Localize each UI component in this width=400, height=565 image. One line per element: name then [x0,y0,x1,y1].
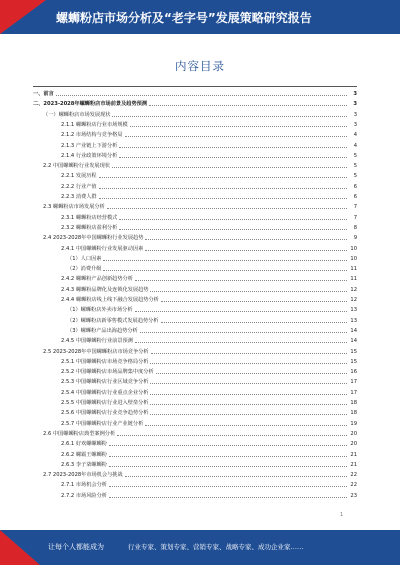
footer-bar [0,530,400,565]
toc-entry-text: 2.7 2023-2028年市场机会与挑战 [43,472,123,479]
toc-entry-page: 20 [350,430,357,437]
toc-leader-dots [150,389,347,395]
toc-leader-dots [150,378,347,384]
toc-entry-page: 14 [350,338,357,345]
toc-entry-page: 20 [350,441,357,448]
toc-entry-page: 11 [350,266,357,273]
toc-entry-text: 2.4.3 螺蛳粉品牌化及连锁化发展趋势 [61,286,149,293]
toc-leader-dots [56,90,347,96]
toc-entry-page: 3 [353,101,357,108]
toc-entry-text: （2）螺蛳粉店新零售模式发展趋势分析 [67,317,159,324]
toc-entry-text: 2.6.1 好欢螺螺蛳粉 [61,441,107,448]
toc-entry-page: 3 [353,111,357,118]
toc-entry[interactable] [67,305,357,315]
toc-entry[interactable] [33,99,357,109]
toc-entry-text: 2.6 中国螺蛳粉店典型案例分析 [43,430,116,437]
toc-entry-text: 2.5.1 中国螺蛳粉店市场竞争格局分析 [61,358,149,365]
toc-entry[interactable] [61,182,357,192]
toc-leader-dots [109,481,347,487]
page-number: 1 [340,512,344,518]
toc-entry-text: 2.1.3 产业链上下游分析 [61,142,118,149]
toc-heading: 内容目录 [175,59,225,73]
toc-entry-page: 7 [353,204,357,211]
toc-leader-dots [103,255,347,261]
toc-entry-page: 12 [350,297,357,303]
toc-entry[interactable] [61,141,357,151]
toc-leader-dots [161,296,347,302]
toc-leader-dots [109,461,347,467]
toc-entry[interactable] [61,480,357,490]
toc-leader-dots [107,203,347,209]
footer-roles: 行业专家、策划专家、营销专家、战略专家、成功企业家…… [128,543,304,551]
toc-leader-dots [135,275,347,281]
toc-entry-text: 2.2.3 消费人群 [61,194,97,200]
toc-entry-page: 5 [353,152,357,159]
toc-entry-text: 一、前言 [33,91,54,97]
toc-leader-dots [149,100,347,106]
toc-entry[interactable] [61,130,357,140]
toc-entry-text: 2.5.3 中国螺蛳粉店行业区域竞争分析 [61,379,149,386]
toc-leader-dots [135,306,347,312]
toc-entry-text: （1）螺蛳粉店外卖市场分析 [67,307,133,314]
toc-leader-dots [125,471,347,477]
toc-entry[interactable] [33,89,357,99]
toc-entry-page: 10 [350,245,357,252]
toc-entry[interactable] [61,213,357,223]
toc-entry-text: 2.4.1 中国螺蛳粉行业发展驱动因素 [61,245,144,252]
toc-entry-text: 2.2.2 行业产值 [61,183,97,190]
toc-entry-text: 2.1.4 行业政策环境分析 [61,152,118,159]
toc-entry[interactable] [43,161,357,171]
toc-entry-text: （2）消费升级 [67,266,102,273]
toc-entry-text: 2.5.5 中国螺蛳粉店行业进入壁垒分析 [61,400,149,406]
toc-entry[interactable] [43,347,357,357]
toc-entry-page: 5 [353,163,357,170]
toc-entry-page: 6 [353,183,357,190]
footer-red-accent [0,530,40,565]
toc-entry-text: 二、2023-2028年螺蛳粉店市场前景及趋势预测 [33,101,148,108]
toc-entry[interactable] [61,439,357,449]
toc-entry-page: 23 [350,492,357,499]
toc-entry-page: 21 [350,451,357,458]
toc-entry-page: 7 [353,214,357,221]
toc-entry[interactable] [43,202,357,212]
toc-entry-text: 2.2 中国螺蛳粉行业发展现状 [43,163,110,170]
toc-leader-dots [150,358,347,364]
toc-entry-text: 2.4.5 中国螺蛳粉行业前景预测 [61,338,133,345]
toc-entry[interactable] [61,491,357,501]
toc-entry[interactable] [61,398,357,408]
toc-entry-text: （一）螺蛳粉店市场发展现状 [43,111,111,118]
toc-entry[interactable] [67,254,357,264]
toc-leader-dots [99,183,347,189]
toc-leader-dots [150,399,347,405]
toc-entry[interactable] [61,285,357,295]
toc-leader-dots [145,245,347,251]
toc-leader-dots [103,265,347,271]
toc-leader-dots [145,234,347,240]
toc-entry-page: 11 [350,276,357,283]
toc-entry-text: 2.3 螺蛳粉店市场发展分析 [43,204,105,211]
toc-entry[interactable] [61,151,357,161]
toc-entry-text: 2.7.2 市场风险分析 [61,492,107,499]
toc-entry[interactable] [43,110,357,120]
toc-leader-dots [150,286,347,292]
toc-leader-dots [112,162,347,168]
toc-entry-text: 2.1.1 螺蛳粉店行业市场规模 [61,121,128,128]
toc-entry-page: 3 [353,91,357,97]
toc-entry-page: 13 [350,317,357,324]
toc-entry[interactable] [61,367,357,377]
toc-leader-dots [117,430,347,436]
toc-entry-page: 16 [350,369,357,376]
toc-entry-text: 2.5.4 中国螺蛳粉店行业重点企业分析 [61,389,149,396]
toc-entry[interactable] [61,419,357,429]
toc-entry[interactable] [61,357,357,367]
toc-leader-dots [109,440,347,446]
toc-entry-page: 18 [350,400,357,406]
toc-leader-dots [99,172,347,178]
toc-entry-page: 19 [350,420,357,427]
toc-entry[interactable] [67,264,357,274]
toc-entry[interactable] [61,171,357,181]
toc-entry-text: 2.4.2 螺蛳粉产品创新趋势分析 [61,276,133,283]
toc-leader-dots [151,348,347,354]
toc-entry-page: 8 [353,224,357,231]
toc-entry[interactable] [61,336,357,346]
footer-slogan: 让每个人都能成为 [48,543,104,551]
toc-entry-page: 22 [350,482,357,489]
toc-leader-dots [119,142,347,148]
toc-entry-text: （3）螺蛳粉产品出海趋势分析 [67,327,138,334]
toc-entry[interactable] [61,408,357,418]
table-of-contents [33,86,357,507]
toc-entry[interactable] [61,460,357,470]
toc-entry-page: 15 [350,358,357,365]
toc-leader-dots [109,492,347,498]
toc-leader-dots [119,214,347,220]
toc-entry-page: 3 [353,121,357,128]
toc-leader-dots [140,327,347,333]
toc-leader-dots [145,420,347,426]
toc-entry-text: 2.6.2 螺霸王螺蛳粉 [61,451,107,458]
toc-entry[interactable] [61,295,357,305]
toc-entry-page: 22 [350,472,357,479]
toc-leader-dots [161,317,348,323]
toc-entry-text: 2.4.4 螺蛳粉店线上线下融合发展趋势分析 [61,297,159,303]
toc-entry-page: 17 [350,389,357,396]
toc-entry-text: 2.1.2 市场结构与竞争格局 [61,132,123,139]
toc-leader-dots [119,152,347,158]
toc-entry-page: 4 [353,142,357,149]
toc-entry-text: 2.7.1 市场机会分析 [61,482,107,489]
toc-entry[interactable] [61,388,357,398]
toc-entry-text: 2.2.1 发展历程 [61,173,97,180]
toc-entry-text: 2.5.6 中国螺蛳粉店行业竞争趋势分析 [61,410,149,417]
toc-entry-text: 2.3.2 螺蛳粉店盈利分析 [61,224,118,231]
toc-entry-page: 10 [350,255,357,262]
toc-entry[interactable] [61,192,357,202]
toc-entry[interactable] [61,377,357,387]
toc-entry-text: 2.4 2023-2028年中国螺蛳粉行业发展趋势 [43,235,144,242]
toc-leader-dots [135,337,347,343]
toc-entry-text: 2.3.1 螺蛳粉店经营模式 [61,214,118,221]
toc-entry[interactable] [67,316,357,326]
toc-entry[interactable] [67,326,357,336]
toc-entry-page: 5 [353,173,357,180]
toc-entry-page: 15 [350,348,357,355]
toc-entry-page: 21 [350,461,357,468]
toc-entry-text: 2.5 2023-2028年中国螺蛳粉店市场竞争分析 [43,348,149,355]
toc-entry-text: （1）人口因素 [67,255,102,262]
toc-entry[interactable] [43,233,357,243]
toc-entry-text: 2.5.2 中国螺蛳粉店市场品牌集中度分析 [61,369,154,376]
toc-entry-page: 4 [353,132,357,139]
toc-leader-dots [99,193,347,199]
toc-entry-page: 12 [350,286,357,293]
toc-entry-page: 14 [350,327,357,334]
toc-leader-dots [150,409,347,415]
toc-leader-dots [130,121,347,127]
toc-entry[interactable] [43,429,357,439]
toc-entry[interactable] [61,223,357,233]
toc-entry[interactable] [61,120,357,130]
toc-entry[interactable] [61,244,357,254]
header-red-accent [0,0,46,34]
toc-entry-page: 6 [353,194,357,200]
toc-entry-text: 2.5.7 中国螺蛳粉店行业产业链分析 [61,420,144,427]
toc-leader-dots [156,368,347,374]
toc-leader-dots [119,224,347,230]
toc-entry[interactable] [43,470,357,480]
toc-entry-text: 2.6.3 李子柒螺蛳粉 [61,461,107,468]
toc-leader-dots [125,131,347,137]
toc-entry[interactable] [61,274,357,284]
toc-entry-page: 13 [350,307,357,314]
toc-entry-page: 18 [350,410,357,417]
toc-leader-dots [109,451,347,457]
header-bar [0,0,400,34]
toc-leader-dots [112,111,347,117]
report-title: 螺蛳粉店市场分析及“老字号”发展策略研究报告 [56,11,312,25]
toc-entry[interactable] [61,450,357,460]
toc-entry-page: 9 [353,235,357,242]
toc-entry-page: 17 [350,379,357,386]
